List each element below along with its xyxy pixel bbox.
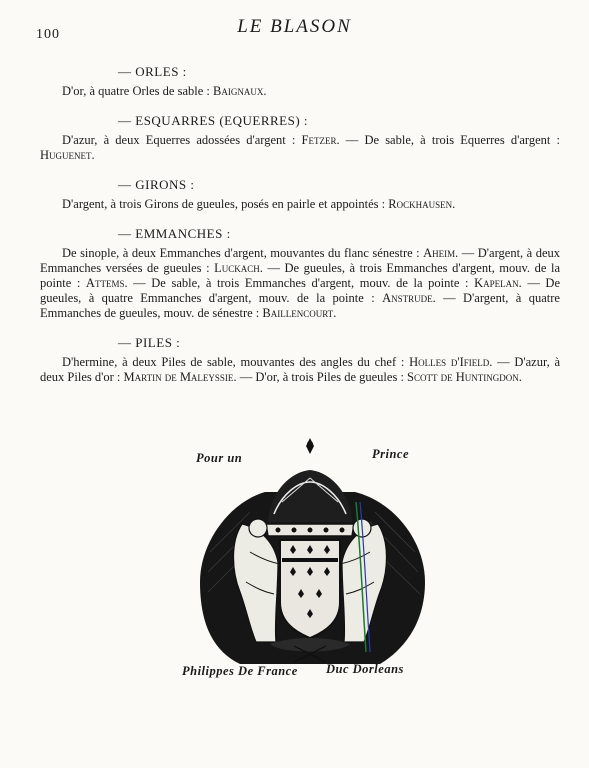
section	[40, 113, 560, 163]
section-heading: — ESQUARRES (EQUERRES) :	[118, 113, 309, 128]
family-name: Attems	[85, 276, 125, 290]
blazon-text: . — D'argent, à quatre Emmanches de gueules, mouv. de sénestre :	[40, 291, 560, 320]
family-name: Aheim	[423, 246, 456, 260]
blazon-text: .	[452, 197, 456, 211]
family-name: Kapelan	[474, 276, 519, 290]
section-paragraph	[40, 84, 560, 99]
blazon-text: . — De sable, à trois Equerres d'argent :	[336, 133, 560, 147]
blazon-text: De sinople, à deux Emmanches d'argent, mouvantes du flanc sénestre :	[62, 246, 424, 260]
section	[40, 177, 560, 212]
blazon-text: D'hermine, à deux Piles de sable, mouvantes des angles du chef :	[62, 355, 410, 369]
section-paragraph	[40, 133, 560, 163]
blazon-text: . — De sable, à trois Emmanches d'argent, mouv. de la pointe :	[124, 276, 475, 290]
running-head: LE BLASON	[237, 16, 352, 37]
family-name: Rockhausen	[388, 197, 453, 211]
section	[40, 64, 560, 99]
blazon-text: .	[91, 148, 95, 162]
section	[40, 226, 560, 321]
body-text	[40, 64, 560, 399]
blazon-text: .	[518, 370, 522, 384]
section-heading: — ORLES :	[118, 64, 187, 79]
section-paragraph	[40, 355, 560, 385]
section-paragraph	[40, 246, 560, 321]
section-heading: — EMMANCHES :	[118, 226, 231, 241]
blazon-text: D'argent, à trois Girons de gueules, posés en pairle et appointés :	[62, 197, 389, 211]
family-name: Martin de Maleyssie	[123, 370, 234, 384]
blazon-text: . — D'azur, à deux Piles d'or :	[40, 355, 561, 384]
blazon-text: . — D'or, à trois Piles de gueules :	[233, 370, 408, 384]
caption-bottom-right: Duc Dorleans	[326, 662, 404, 676]
family-name: Holles d'Ifield	[409, 355, 490, 369]
section-heading: — PILES :	[118, 335, 181, 350]
blazon-text: D'azur, à deux Equerres adossées d'argent :	[62, 133, 302, 147]
caption-top-left: Pour un	[196, 451, 243, 465]
emblem-engraving	[170, 432, 450, 692]
blazon-text: .	[333, 306, 337, 320]
page-number: 100	[36, 27, 60, 42]
family-name: Baillencourt	[262, 306, 334, 320]
section	[40, 335, 560, 385]
blazon-text: . — D'argent, à deux Emmanches versées de gueules :	[40, 246, 560, 275]
family-name: Baignaux	[213, 84, 264, 98]
blazon-text: .	[263, 84, 267, 98]
family-name: Anstrude	[382, 291, 433, 305]
section-heading: — GIRONS :	[118, 177, 195, 192]
family-name: Luckach	[214, 261, 260, 275]
section-paragraph	[40, 197, 560, 212]
blazon-text: D'or, à quatre Orles de sable :	[62, 84, 214, 98]
family-name: Huguenet	[40, 148, 92, 162]
family-name: Scott de Huntingdon	[407, 370, 519, 384]
caption-bottom-left: Philippes De France	[182, 664, 298, 678]
blazon-text: . — De gueules, à quatre Emmanches d'argent, mouv. de la pointe :	[40, 276, 561, 305]
family-name: Fetzer	[301, 133, 337, 147]
blazon-text: . — De gueules, à trois Emmanches d'argent, mouv. de la pointe :	[40, 261, 560, 290]
caption-top-right: Prince	[372, 447, 410, 461]
